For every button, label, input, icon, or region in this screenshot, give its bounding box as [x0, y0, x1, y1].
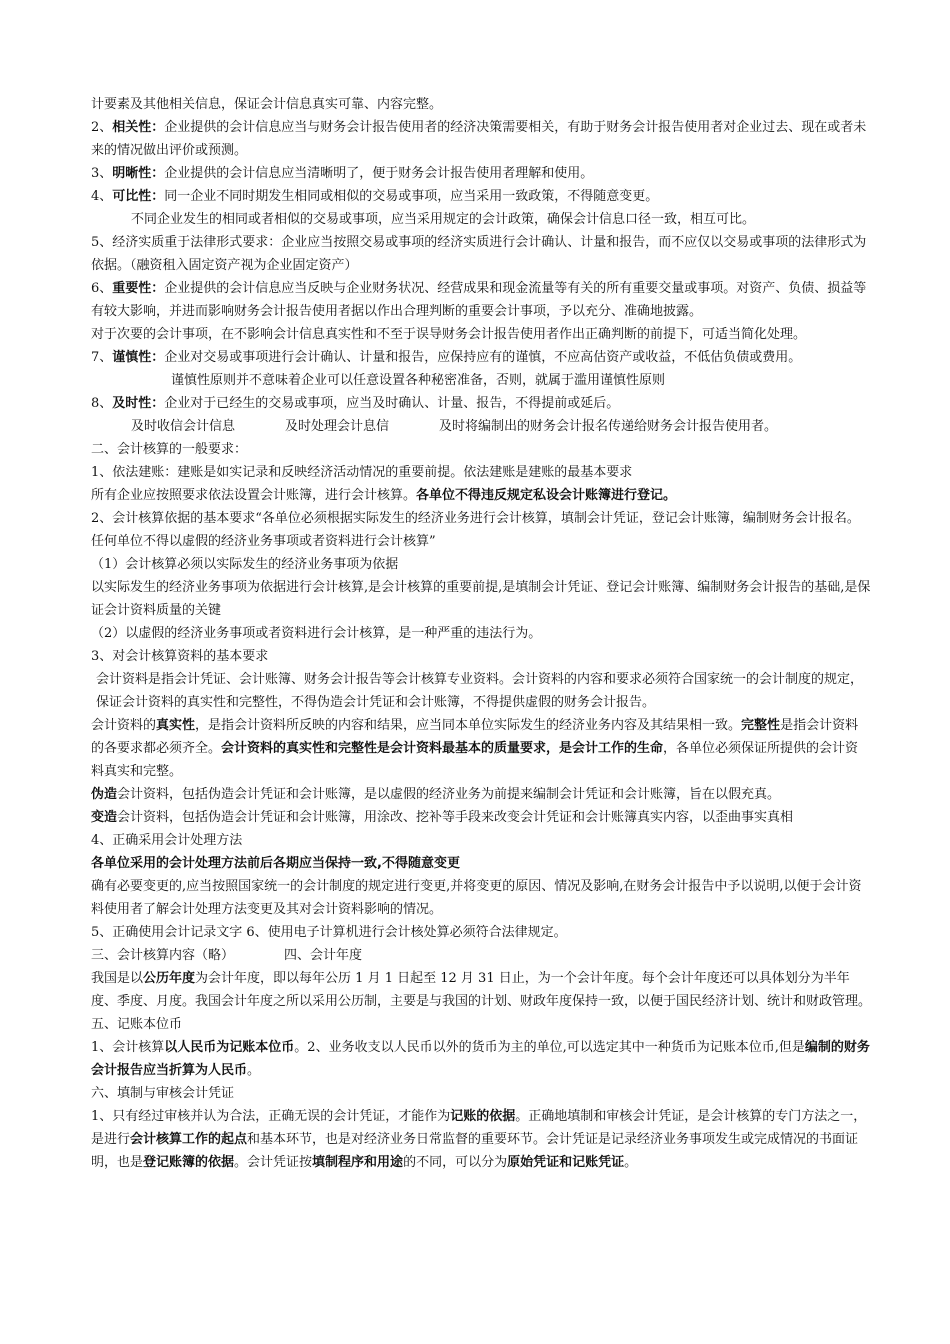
text: 以实际发生的经济业务事项为依据进行会计核算,是会计核算的重要前提,是填制会计凭证、登记会计账簿、编制财务会计报告的基础,是保证会计资料质量的关键: [91, 580, 871, 618]
section-heading: [91, 1082, 871, 1105]
text: 不同企业发生的相同或者相似的交易或事项，应当采用规定的会计政策，确保会计信息口径一致，相互可比。: [131, 212, 756, 227]
text: 企业提供的会计信息应当反映与企业财务状况、经营成果和现金流量等有关的所有重要交量或事项。对资产、负债、损益等有较大影响，并进而影响财务会计报告使用者据以作出合理判断的重要会计事项，予以充分、准确地披露。: [91, 281, 867, 319]
term-bold: 公历年度: [143, 971, 196, 986]
text: 5、正确使用会计记录文字 6、使用电子计算机进行会计核处算必须符合法律规定。: [91, 925, 567, 940]
text: 4、正确采用会计处理方法: [91, 833, 243, 848]
paragraph: [91, 622, 871, 645]
emphasis-bold: 填制程序和用途: [312, 1155, 404, 1170]
paragraph: [91, 1036, 871, 1082]
term-bold: 明晰性：: [112, 166, 165, 181]
text: 及时收信会计信息: [131, 419, 236, 434]
paragraph: [91, 484, 871, 507]
text: 3、: [91, 166, 113, 181]
text: 我国是以: [91, 971, 144, 986]
paragraph-prudence: [91, 346, 871, 369]
paragraph: [91, 714, 871, 783]
paragraph-clarity: [91, 162, 871, 185]
text: 同一企业不同时期发生相同或相似的交易或事项，应当采用一致政策，不得随意变更。: [164, 189, 659, 204]
term-bold: 完整性: [741, 718, 781, 733]
text: 谨慎性原则并不意味着企业可以任意设置各种秘密准备，否则，就属于滥用谨慎性原则: [171, 373, 666, 388]
text: 为会计年度，即以每年公历 1 月 1 日起至 12 月 31 日止，为一个会计年度。每个会计年度还可以具体划分为半年度、季度、月度。我国会计年度之所以采用公历制，主要是与我国的计划、财政年度保持一致，以便于国民经济计划、统计和财政管理。: [91, 971, 872, 1009]
text: 6、: [91, 281, 113, 296]
text: 四、会计年度: [284, 948, 363, 963]
paragraph: [91, 829, 871, 852]
paragraph: [91, 852, 871, 875]
term-bold: 可比性：: [112, 189, 165, 204]
term-bold: 变造: [91, 810, 118, 825]
paragraph: [91, 415, 871, 438]
term-bold: 重要性：: [112, 281, 165, 296]
paragraph: [91, 806, 871, 829]
text: 会计资料，包括伪造会计凭证和会计账簿，用涂改、挖补等手段来改变会计凭证和会计账簿真实内容，以歪曲事实真相: [117, 810, 794, 825]
emphasis-bold: 会计核算工作的起点: [130, 1132, 248, 1147]
text: 。: [624, 1155, 638, 1170]
paragraph-timeliness: [91, 392, 871, 415]
text: 所有企业应按照要求依法设置会计账簿，进行会计核算。: [91, 488, 417, 503]
paragraph: [91, 576, 871, 622]
text: 8、: [91, 396, 113, 411]
paragraph: [91, 668, 871, 714]
text: 1、依法建账：建账是如实记录和反映经济活动情况的重要前提。依法建账是建账的最基本要求: [91, 465, 633, 480]
text: 的不同，可以分为: [403, 1155, 508, 1170]
paragraph: [91, 208, 871, 231]
paragraph: [91, 93, 871, 116]
text: 六、填制与审核会计凭证: [91, 1086, 235, 1101]
paragraph: [91, 783, 871, 806]
section-heading: [91, 944, 871, 967]
text: （2）以虚假的经济业务事项或者资料进行会计核算，是一种严重的违法行为。: [91, 626, 542, 641]
term-bold: 真实性: [156, 718, 196, 733]
text: 2、会计核算依据的基本要求“各单位必须根据实际发生的经济业务进行会计核算，填制会计凭证，登记会计账簿，编制财务会计报名。任何单位不得以虚假的经济业务事项或者资料进行会计核算”: [91, 511, 860, 549]
section-heading: [91, 1013, 871, 1036]
text: 及时将编制出的财务会计报名传递给财务会计报告使用者。: [439, 419, 778, 434]
term-bold: 相关性：: [112, 120, 165, 135]
text: 7、: [91, 350, 113, 365]
text: 。正确地填制和审核会计凭证，是会计核算的专门方法之一，是进行: [91, 1109, 867, 1147]
text: 五、记账本位币: [91, 1017, 183, 1032]
text: 对于次要的会计事项，在不影响会计信息真实性和不至于误导财务会计报告使用者作出正确判断的前提下，可适当简化处理。: [91, 327, 807, 342]
text: 会计资料的: [91, 718, 157, 733]
paragraph: [91, 323, 871, 346]
emphasis-bold: 会计资料的真实性和完整性是会计资料最基本的质量要求，是会计工作的生命: [221, 741, 664, 756]
text: 。: [247, 1063, 261, 1078]
text: 企业提供的会计信息应当与财务会计报告使用者的经济决策需要相关，有助于财务会计报告使用者对企业过去、现在或者未来的情况做出评价或预测。: [91, 120, 867, 158]
text: 是指会计资料的各要求都必须齐全。: [91, 718, 859, 756]
paragraph: [91, 553, 871, 576]
text: 5、经济实质重于法律形式要求：企业应当按照交易或事项的经济实质进行会计确认、计量和报告，而不应仅以交易或事项的法律形式为依据。（融资租入固定资产视为企业固定资产）: [91, 235, 867, 273]
paragraph-comparability: [91, 185, 871, 208]
emphasis-bold: 各单位采用的会计处理方法前后各期应当保持一致,不得随意变更: [91, 856, 460, 871]
paragraph: [91, 875, 871, 921]
text: 2、: [91, 120, 113, 135]
paragraph: [91, 967, 871, 1013]
text: （1）会计核算必须以实际发生的经济业务事项为依据: [91, 557, 399, 572]
text: 。2、业务收支以人民币以外的货币为主的单位,可以选定其中一种货币为记账本位币,但是: [294, 1040, 805, 1055]
section-heading: [91, 438, 871, 461]
text: 确有必要变更的,应当按照国家统一的会计制度的规定进行变更,并将变更的原因、情况及影响,在财务会计报告中予以说明,以便于会计资料使用者了解会计处理方法变更及其对会计资料影响的情况。: [91, 879, 862, 917]
text: 企业对交易或事项进行会计确认、计量和报告，应保持应有的谨慎，不应高估资产或收益，不低估负债或费用。: [164, 350, 802, 365]
text: 和基本环节，也是对经济业务日常监督的重要环节。会计凭证是记录经济业务事项发生或完成情况的书面证明，也是: [91, 1132, 859, 1170]
emphasis-bold: 登记账簿的依据: [143, 1155, 235, 1170]
term-bold: 谨慎性：: [112, 350, 165, 365]
text: 1、会计核算: [91, 1040, 165, 1055]
paragraph: [91, 1105, 871, 1174]
text: 三、会计核算内容（略）: [91, 948, 235, 963]
emphasis-bold: 编制的财务会计报告应当折算为人民币: [91, 1040, 870, 1078]
text: 企业对于已经生的交易或事项，应当及时确认、计量、报告，不得提前或延后。: [164, 396, 620, 411]
text: 及时处理会计息信: [285, 419, 390, 434]
paragraph-materiality: [91, 277, 871, 323]
text: 会计资料是指会计凭证、会计账簿、财务会计报告等会计核算专业资料。会计资料的内容和要求必须符合国家统一的会计制度的规定，保证会计资料的真实性和完整性，不得伪造会计凭证和会计账簿，不得提供虚假的财务会计报告。: [96, 672, 864, 710]
emphasis-bold: 记账的依据: [450, 1109, 516, 1124]
term-bold: 伪造: [91, 787, 118, 802]
text: ，各单位必须保证所提供的会计资料真实和完整。: [91, 741, 859, 779]
text: 1、只有经过审核并认为合法，正确无误的会计凭证，才能作为: [91, 1109, 451, 1124]
text: 4、: [91, 189, 113, 204]
paragraph: [91, 461, 871, 484]
emphasis-bold: 原始凭证和记账凭证: [507, 1155, 625, 1170]
text: 二、会计核算的一般要求：: [91, 442, 248, 457]
text: 3、对会计核算资料的基本要求: [91, 649, 269, 664]
paragraph-relevance: [91, 116, 871, 162]
paragraph: [91, 921, 871, 944]
paragraph: [91, 507, 871, 553]
text: 企业提供的会计信息应当清晰明了，便于财务会计报告使用者理解和使用。: [164, 166, 594, 181]
text: ，是指会计资料所反映的内容和结果，应当同本单位实际发生的经济业务内容及其结果相一致。: [195, 718, 742, 733]
text: 计要素及其他相关信息，保证会计信息真实可靠、内容完整。: [91, 97, 443, 112]
emphasis-bold: 各单位不得违反规定私设会计账簿进行登记。: [416, 488, 677, 503]
paragraph: [91, 645, 871, 668]
paragraph: [91, 369, 871, 392]
paragraph: [91, 231, 871, 277]
text: 。会计凭证按: [234, 1155, 313, 1170]
term-bold: 及时性：: [112, 396, 165, 411]
text: 会计资料，包括伪造会计凭证和会计账簿，是以虚假的经济业务为前提来编制会计凭证和会计账簿，旨在以假充真。: [117, 787, 781, 802]
emphasis-bold: 以人民币为记账本位币: [164, 1040, 295, 1055]
document-page: [91, 93, 871, 1174]
